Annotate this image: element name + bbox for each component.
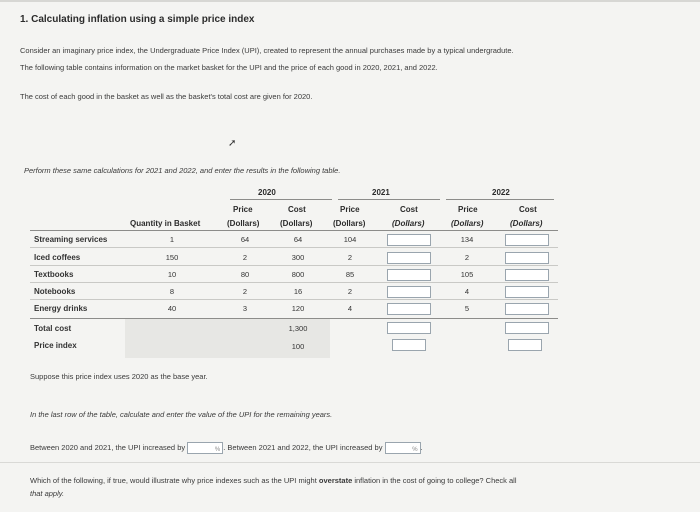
year-2022-header: 2022 [492, 188, 510, 197]
cost-2020-cell: 800 [291, 270, 305, 279]
cost-2021-input[interactable] [387, 252, 431, 264]
mouse-cursor-icon: ➚ [228, 138, 237, 149]
row-label: Textbooks [34, 270, 74, 279]
instruction-text: Perform these same calculations for 2021 and 2022, and enter the results in the following table. [24, 166, 341, 175]
cost-2021-input[interactable] [387, 234, 431, 246]
total-cost-2022-input[interactable] [505, 322, 549, 334]
price-2020-cell: 2 [242, 287, 248, 296]
price-2020-header: Price [233, 205, 253, 214]
last-row-instruction: In the last row of the table, calculate and enter the value of the UPI for the remaining years. [30, 410, 333, 419]
cost-2022-input[interactable] [505, 303, 549, 315]
given-note: The cost of each good in the basket as well as the basket's total cost are given for 2020. [20, 92, 313, 101]
dollars-2022-cost: (Dollars) [510, 219, 543, 228]
price-2020-cell: 64 [240, 235, 250, 244]
price-2022-cell: 105 [460, 270, 474, 279]
price-2020-cell: 3 [242, 304, 248, 313]
cost-2020-cell: 120 [291, 304, 305, 313]
cost-2022-input[interactable] [505, 252, 549, 264]
percent-symbol: % [214, 447, 221, 454]
price-2022-header: Price [458, 205, 478, 214]
row-divider [30, 282, 558, 283]
price-2021-cell: 2 [347, 287, 353, 296]
question-line-2: that apply. [30, 489, 65, 498]
price-2021-cell: 2 [347, 253, 353, 262]
total-cost-2021-input[interactable] [387, 322, 431, 334]
qty-cell: 150 [165, 253, 179, 262]
year-2021-header: 2021 [372, 188, 390, 197]
year-2020-header: 2020 [258, 188, 276, 197]
qty-cell: 10 [167, 270, 177, 279]
price-2021-cell: 4 [347, 304, 353, 313]
cost-2021-input[interactable] [387, 269, 431, 281]
upi-increase-2021-input[interactable] [187, 442, 223, 454]
cost-2022-header: Cost [519, 205, 537, 214]
price-2020-cell: 2 [242, 253, 248, 262]
dollars-2020-cost: (Dollars) [280, 219, 313, 228]
cost-2022-input[interactable] [505, 286, 549, 298]
cost-2020-cell: 16 [293, 287, 303, 296]
cost-2020-cell: 64 [293, 235, 303, 244]
cost-2021-input[interactable] [387, 286, 431, 298]
question-keyword: overstate [318, 476, 353, 485]
price-2021-header: Price [340, 205, 360, 214]
cost-2021-input[interactable] [387, 303, 431, 315]
cost-2020-header: Cost [288, 205, 306, 214]
total-cost-label: Total cost [34, 324, 72, 333]
cost-2022-input[interactable] [505, 234, 549, 246]
row-divider [30, 299, 558, 300]
section-divider [0, 462, 700, 463]
dollars-2022-price: (Dollars) [451, 219, 484, 228]
price-2022-cell: 2 [464, 253, 470, 262]
header-rule [30, 230, 558, 231]
total-cost-2020: 1,300 [288, 324, 308, 333]
base-year-note: Suppose this price index uses 2020 as the base year. [30, 372, 208, 381]
price-index-label: Price index [34, 341, 77, 350]
year-2020-rule [230, 199, 332, 200]
question-suffix: inflation in the cost of going to college? Check all [352, 476, 517, 485]
cost-2021-header: Cost [400, 205, 418, 214]
question-prefix: Which of the following, if true, would illustrate why price indexes such as the UPI might [30, 476, 319, 485]
price-index-2021-input[interactable] [392, 339, 426, 351]
price-2021-cell: 85 [345, 270, 355, 279]
qty-cell: 8 [169, 287, 175, 296]
row-label: Streaming services [34, 235, 108, 244]
dollars-2021-cost: (Dollars) [392, 219, 425, 228]
price-2020-cell: 80 [240, 270, 250, 279]
question-title: 1. Calculating inflation using a simple price index [20, 14, 255, 25]
quantity-header: Quantity in Basket [130, 219, 201, 228]
between-2020-2021-text: Between 2020 and 2021, the UPI increased by [30, 443, 186, 452]
row-divider [30, 247, 558, 248]
percent-symbol: % [412, 447, 418, 454]
row-label: Energy drinks [34, 304, 88, 313]
row-label: Iced coffees [34, 253, 81, 262]
qty-cell: 1 [169, 235, 175, 244]
year-2022-rule [446, 199, 554, 200]
row-label: Notebooks [34, 287, 76, 296]
dollars-2021-price: (Dollars) [333, 219, 366, 228]
qty-cell: 40 [167, 304, 177, 313]
price-2022-cell: 4 [464, 287, 470, 296]
top-border [0, 0, 700, 2]
price-index-2020: 100 [291, 342, 305, 351]
price-2022-cell: 5 [464, 304, 470, 313]
upi-increase-2022-input[interactable] [385, 442, 421, 454]
row-divider [30, 265, 558, 266]
price-index-2022-input[interactable] [508, 339, 542, 351]
price-2022-cell: 134 [460, 235, 474, 244]
between-years-sentence: Between 2020 and 2021, the UPI increased by % . Between 2021 and 2022, the UPI increased by % . [30, 442, 423, 454]
intro-line-1: Consider an imaginary price index, the Undergraduate Price Index (UPI), created to represent the annual purchases made by a typical undergradute. [20, 46, 514, 55]
dollars-2020-price: (Dollars) [227, 219, 260, 228]
intro-line-2: The following table contains information on the market basket for the UPI and the price of each good in 2020, 2021, and 2022. [20, 63, 438, 72]
between-2021-2022-text: . Between 2021 and 2022, the UPI increased by [223, 443, 383, 452]
cost-2020-cell: 300 [291, 253, 305, 262]
price-2021-cell: 104 [343, 235, 357, 244]
overstate-question [30, 474, 640, 500]
year-2021-rule [338, 199, 440, 200]
cost-2022-input[interactable] [505, 269, 549, 281]
